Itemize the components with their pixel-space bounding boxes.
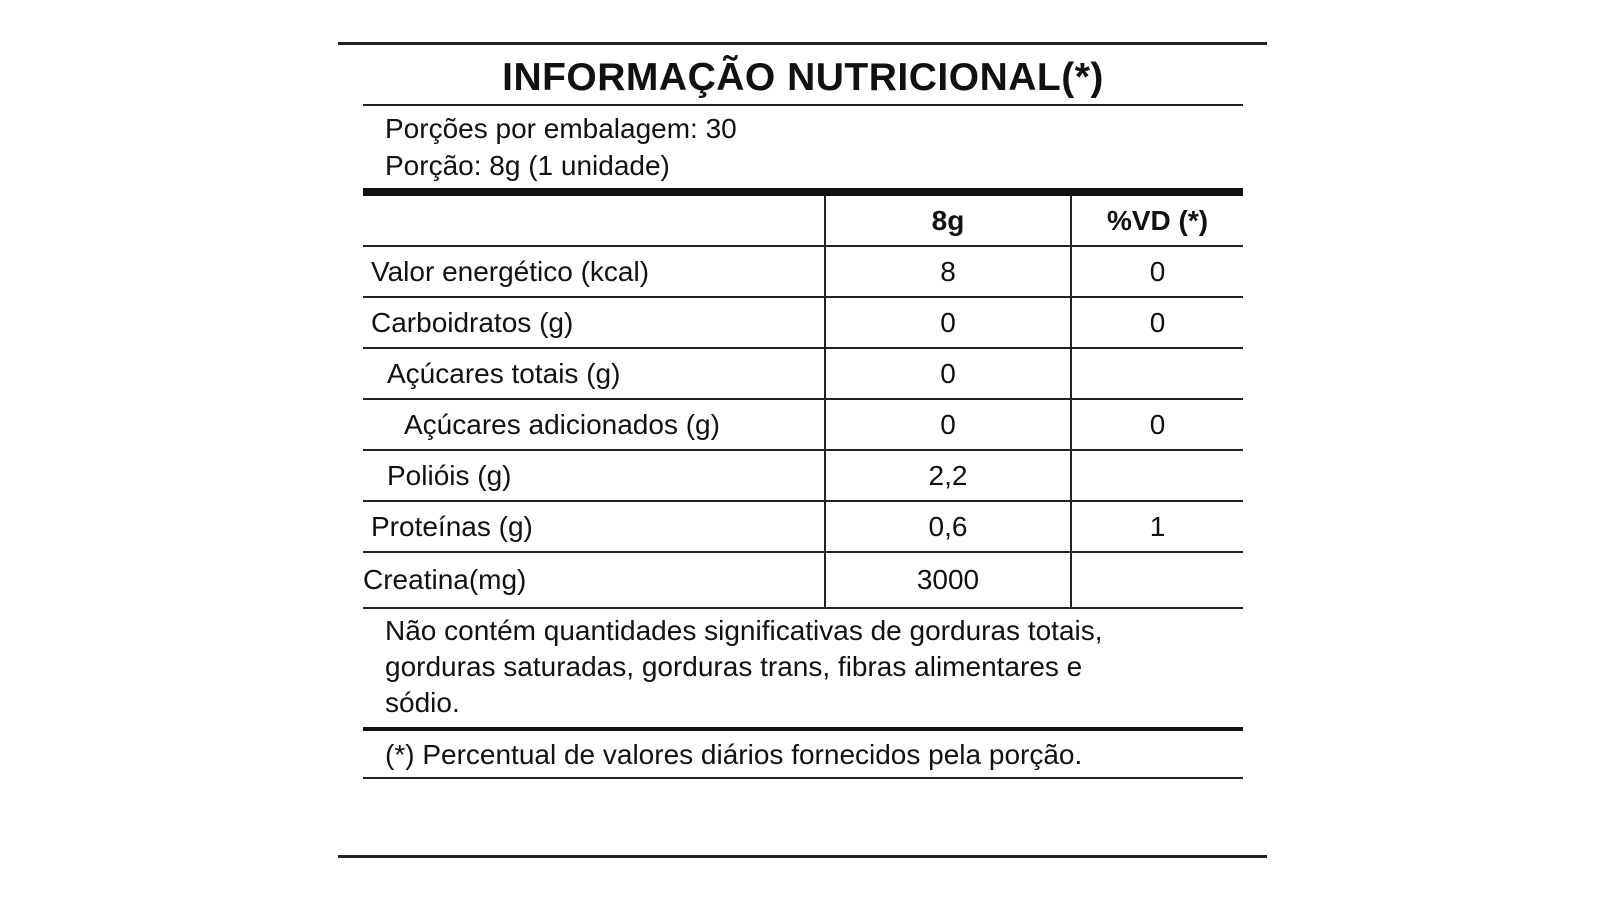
nutrition-table xyxy=(363,196,1243,609)
nutrient-amount: 0 xyxy=(825,297,1071,348)
table-row xyxy=(363,348,1243,399)
thick-divider xyxy=(363,188,1243,196)
header-daily-value: %VD (*) xyxy=(1071,196,1243,246)
nutrient-name: Polióis (g) xyxy=(363,450,825,501)
nutrient-name: Carboidratos (g) xyxy=(363,297,825,348)
header-nutrient xyxy=(363,196,825,246)
nutrient-dv: 0 xyxy=(1071,297,1243,348)
bottom-border-line xyxy=(338,855,1267,858)
nutrient-amount: 0 xyxy=(825,348,1071,399)
note-line: sódio. xyxy=(385,687,460,718)
table-row xyxy=(363,552,1243,608)
nutrient-amount: 2,2 xyxy=(825,450,1071,501)
nutrient-dv: 1 xyxy=(1071,501,1243,552)
label-title: INFORMAÇÃO NUTRICIONAL(*) xyxy=(502,56,1104,99)
table-row xyxy=(363,399,1243,450)
nutrient-amount: 3000 xyxy=(825,552,1071,608)
serving-size: Porção: 8g (1 unidade) xyxy=(385,150,670,181)
footnote: (*) Percentual de valores diários fornecidos pela porção. xyxy=(385,739,1083,770)
table-row xyxy=(363,501,1243,552)
nutrient-name: Valor energético (kcal) xyxy=(363,246,825,297)
nutrient-dv xyxy=(1071,450,1243,501)
servings-per-package: Porções por embalagem: 30 xyxy=(385,113,737,144)
table-row xyxy=(363,246,1243,297)
nutrient-name: Açúcares totais (g) xyxy=(363,348,825,399)
not-significant-note xyxy=(363,609,1243,727)
portion-info xyxy=(363,106,1243,188)
header-amount: 8g xyxy=(825,196,1071,246)
divider xyxy=(363,777,1243,779)
table-header-row xyxy=(363,196,1243,246)
note-line: Não contém quantidades significativas de gorduras totais, xyxy=(385,615,1103,646)
nutrient-amount: 8 xyxy=(825,246,1071,297)
nutrient-amount: 0 xyxy=(825,399,1071,450)
nutrient-name: Creatina(mg) xyxy=(363,552,825,608)
nutrient-dv xyxy=(1071,348,1243,399)
nutrient-dv: 0 xyxy=(1071,246,1243,297)
nutrition-facts-label xyxy=(363,52,1243,779)
top-border-line xyxy=(338,42,1267,45)
nutrient-name: Açúcares adicionados (g) xyxy=(363,399,825,450)
nutrient-dv xyxy=(1071,552,1243,608)
table-row xyxy=(363,297,1243,348)
nutrient-amount: 0,6 xyxy=(825,501,1071,552)
nutrient-name: Proteínas (g) xyxy=(363,501,825,552)
note-line: gorduras saturadas, gorduras trans, fibras alimentares e xyxy=(385,651,1083,682)
table-row xyxy=(363,450,1243,501)
nutrient-dv: 0 xyxy=(1071,399,1243,450)
